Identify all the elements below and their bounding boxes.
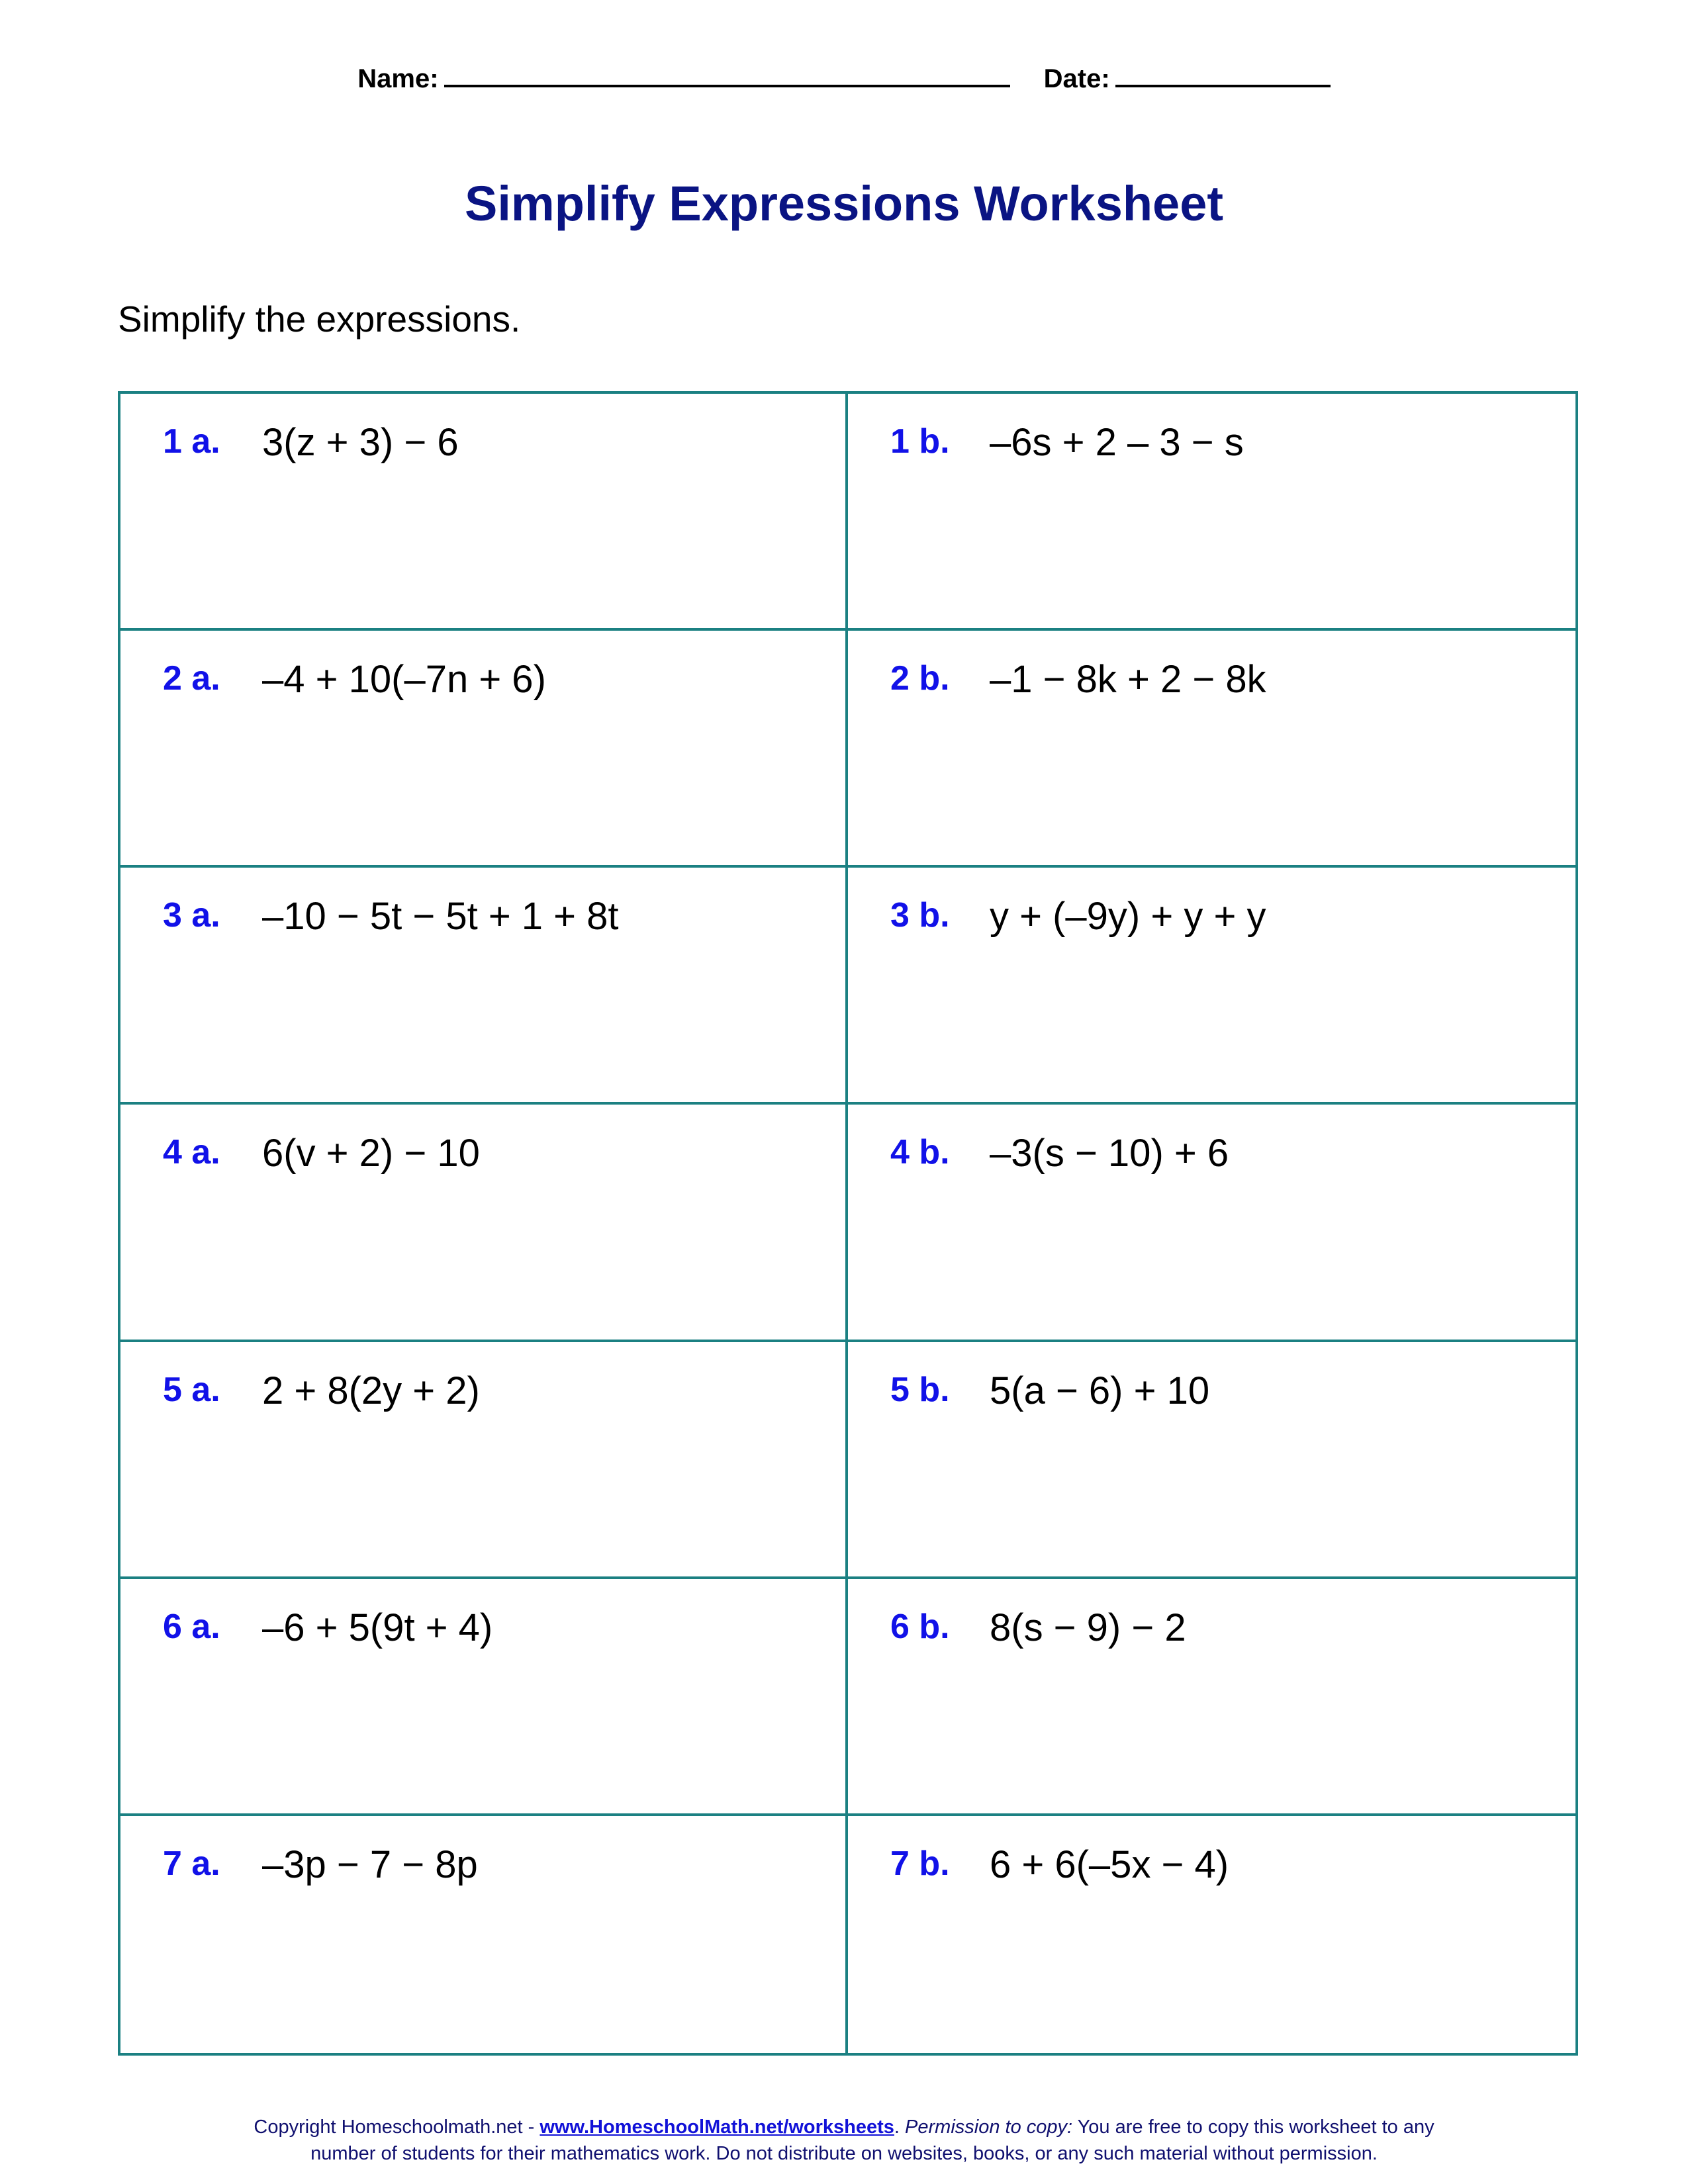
problem-label: 3 b. [890,896,950,935]
worksheets-link[interactable]: www.HomeschoolMath.net/worksheets [539,2116,894,2138]
name-date-line [0,61,1688,94]
copyright-footer [0,2114,1688,2167]
problem-cell[interactable] [848,394,1575,631]
footer-line-2: number of students for their mathematics work. Do not distribute on websites, books, or any such material without permission. [310,2143,1378,2164]
problem-expression: 8(s − 9) − 2 [990,1606,1186,1649]
problem-cell[interactable] [120,631,848,868]
problem-expression: –10 − 5t − 5t + 1 + 8t [262,895,619,938]
problem-expression: –3(s − 10) + 6 [990,1132,1229,1175]
problem-label: 4 a. [163,1133,220,1172]
worksheet-title: Simplify Expressions Worksheet [464,176,1224,231]
problem-expression: 3(z + 3) − 6 [262,421,459,464]
instructions: Simplify the expressions. [118,298,521,340]
problem-cell[interactable] [120,1342,848,1579]
problem-cell[interactable] [120,1579,848,1816]
problem-label: 4 b. [890,1133,950,1172]
date-label: Date: [1043,64,1110,93]
problem-expression: –6s + 2 – 3 − s [990,421,1244,464]
problem-expression: –1 − 8k + 2 − 8k [990,658,1266,702]
problem-grid [118,391,1578,2056]
problem-cell[interactable] [120,1816,848,2053]
problem-label: 1 a. [163,422,220,461]
problem-expression: 2 + 8(2y + 2) [262,1369,480,1412]
problem-expression: –6 + 5(9t + 4) [262,1606,493,1649]
problem-expression: 5(a − 6) + 10 [990,1369,1210,1412]
problem-expression: 6 + 6(–5x − 4) [990,1843,1229,1886]
permission-text: You are free to copy this worksheet to any [1072,2116,1434,2138]
permission-label: Permission to copy: [905,2116,1073,2138]
problem-cell[interactable] [848,1816,1575,2053]
date-blank[interactable] [1115,61,1331,87]
problem-label: 5 a. [163,1370,220,1409]
footer-period: . [894,2116,906,2138]
problem-cell[interactable] [848,1342,1575,1579]
name-label: Name: [357,64,439,93]
footer-line-1 [0,2114,1688,2140]
problem-label: 2 a. [163,659,220,698]
problem-expression: –3p − 7 − 8p [262,1843,478,1886]
problem-expression: y + (–9y) + y + y [990,895,1266,938]
problem-cell[interactable] [848,631,1575,868]
problem-label: 6 b. [890,1607,950,1646]
problem-label: 7 a. [163,1844,220,1883]
problem-label: 1 b. [890,422,950,461]
problem-expression: –4 + 10(–7n + 6) [262,658,546,702]
problem-cell[interactable] [848,868,1575,1105]
problem-expression: 6(v + 2) − 10 [262,1132,480,1175]
problem-cell[interactable] [848,1579,1575,1816]
problem-cell[interactable] [120,394,848,631]
problem-cell[interactable] [120,868,848,1105]
problem-cell[interactable] [120,1105,848,1342]
problem-label: 7 b. [890,1844,950,1883]
problem-cell[interactable] [848,1105,1575,1342]
problem-label: 3 a. [163,896,220,935]
problem-label: 5 b. [890,1370,950,1409]
problem-label: 6 a. [163,1607,220,1646]
name-blank[interactable] [444,61,1010,87]
copyright-text: Copyright Homeschoolmath.net - [254,2116,540,2138]
problem-label: 2 b. [890,659,950,698]
